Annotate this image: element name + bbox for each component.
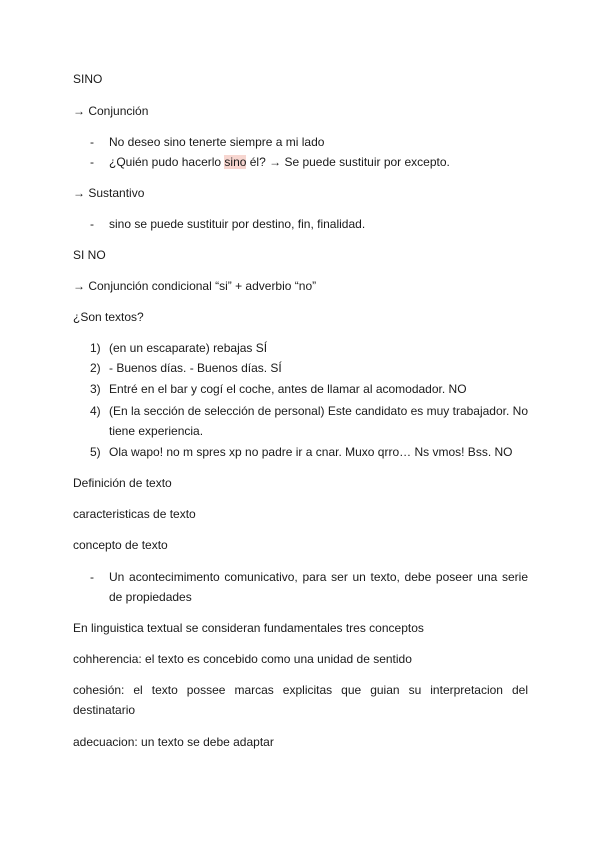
concepto-texto: concepto de texto (73, 538, 168, 552)
list-number: 3) (90, 382, 101, 396)
sustantivo-label: → Sustantivo (73, 186, 145, 200)
heading-si-no: SI NO (73, 248, 106, 262)
conj-condicional: → Conjunción condicional “si” + adverbio “no” (73, 279, 317, 293)
conjuncion-label: → Conjunción (73, 104, 149, 118)
texto-item-3: Entré en el bar y cogí el coche, antes de llamar al acomodador. NO (109, 382, 467, 396)
conj-item-1: No deseo sino tenerte siempre a mi lado (109, 135, 325, 149)
cohesion-paragraph: cohesión: el texto possee marcas explicitas que guian su interpretacion del destinatario (73, 683, 528, 717)
list-number: 1) (90, 341, 101, 355)
definicion-texto: Definición de texto (73, 476, 172, 490)
sust-item-1: sino se puede sustituir por destino, fin, finalidad. (109, 217, 366, 231)
caracteristicas-texto: caracteristicas de texto (73, 507, 196, 521)
heading-sino: SINO (73, 72, 103, 86)
conj-item-2-pre: ¿Quién pudo hacerlo (109, 155, 225, 169)
conj-item-2-post: él? → Se puede sustituir por excepto. (246, 155, 450, 169)
texto-item-1: (en un escaparate) rebajas SÍ (109, 341, 268, 355)
bullet-dash: - (90, 570, 94, 584)
bullet-dash: - (90, 217, 94, 231)
cohherencia-paragraph: cohherencia: el texto es concebido como una unidad de sentido (73, 652, 412, 666)
conj-item-2 (109, 155, 450, 169)
texto-item-4: (En la sección de selección de personal) Este candidato es muy trabajador. No tiene experiencia. (109, 404, 528, 438)
list-number: 4) (90, 404, 101, 418)
bullet-dash: - (90, 155, 94, 169)
adecuacion-paragraph: adecuacion: un texto se debe adaptar (73, 735, 274, 749)
concepto-item: Un acontecimimento comunicativo, para ser un texto, debe poseer una serie de propiedades (109, 570, 528, 604)
highlighted-word: sino (224, 155, 247, 169)
list-number: 5) (90, 445, 101, 459)
texto-item-5: Ola wapo! no m spres xp no padre ir a cnar. Muxo qrro… Ns vmos! Bss. NO (109, 445, 513, 459)
list-number: 2) (90, 361, 101, 375)
bullet-dash: - (90, 135, 94, 149)
linguistica-paragraph: En linguistica textual se consideran fundamentales tres conceptos (73, 621, 424, 635)
texto-item-2: - Buenos días. - Buenos días. SÍ (109, 361, 282, 375)
son-textos-question: ¿Son textos? (73, 310, 144, 324)
